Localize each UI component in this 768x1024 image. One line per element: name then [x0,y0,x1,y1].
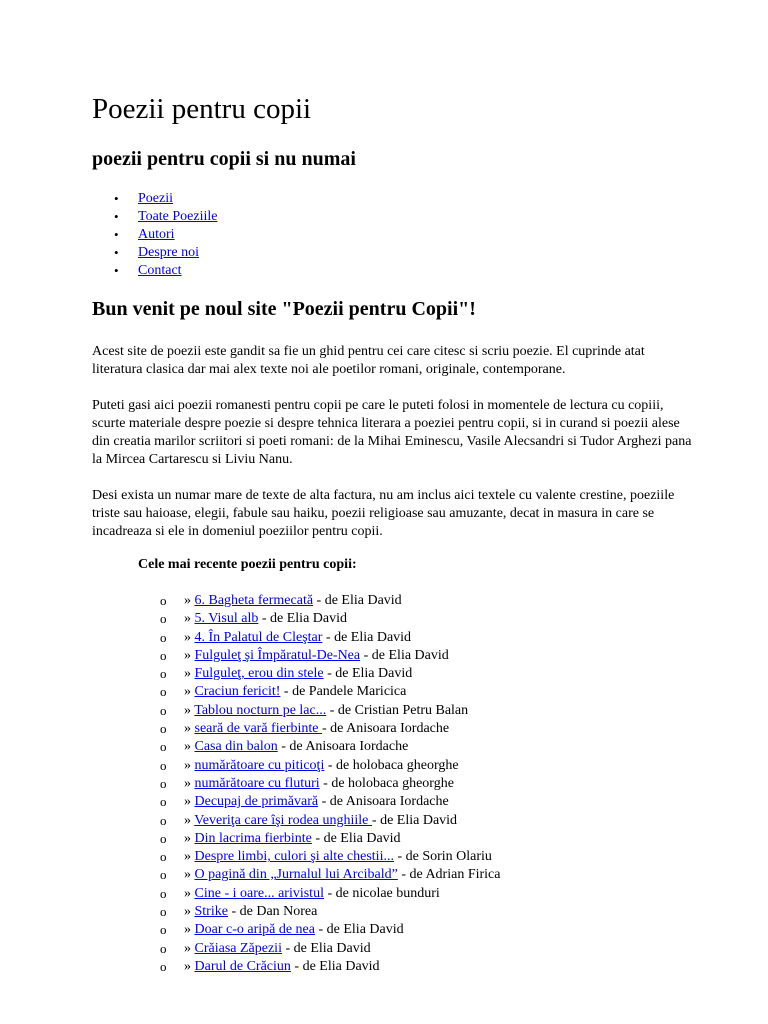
poem-author: - de Anisoara Iordache [321,721,450,737]
list-item [92,793,500,811]
bullet-icon: • [114,209,119,224]
nav-link-poezii[interactable]: Poezii [138,191,173,206]
circle-bullet-icon: o [160,812,167,828]
list-item [92,720,500,738]
list-item-prefix: » [184,794,195,810]
intro-paragraph: Desi exista un numar mare de texte de alta factura, nu am inclus aici textele cu valente crestine, poeziile triste sau haioase, elegii, fabule sau haiku, poezii religioase sau amuzante, decat in masura in care se incadreaza si ele in domeniul poeziilor pentru copii. [92,488,675,539]
poem-link[interactable]: Darul de Crăciun [194,958,291,974]
poem-author: - de Elia David [322,629,412,645]
circle-bullet-icon: o [160,593,167,608]
list-item [92,830,500,848]
poem-link[interactable]: Casa din balon [194,739,278,755]
list-item-prefix: » [184,904,195,920]
list-item-prefix: » [184,647,195,663]
poem-author: - de Elia David [281,940,371,956]
bullet-icon: • [114,263,119,278]
poem-link[interactable]: Tablou nocturn pe lac... [194,702,327,718]
circle-bullet-icon: o [160,629,167,645]
poem-author: - de Pandele Maricica [280,684,407,700]
list-item-prefix: » [184,757,195,773]
list-item-prefix: » [184,702,195,718]
poem-link[interactable]: Strike [194,904,228,920]
nav-item-contact [92,262,218,280]
nav-link-despre-noi[interactable]: Despre noi [138,245,200,260]
poem-link[interactable]: Fulguleţ, erou din stele [194,666,324,682]
circle-bullet-icon: o [160,647,167,663]
circle-bullet-icon: o [160,721,167,737]
circle-bullet-icon: o [160,684,167,700]
list-item [92,757,500,775]
list-item-prefix: » [184,958,195,974]
poem-link[interactable]: Crăiasa Zăpezii [194,940,282,956]
poem-author: - de holobaca gheorghe [324,757,459,773]
poem-author: - de Adrian Firica [397,867,501,883]
circle-bullet-icon: o [160,757,167,773]
list-item [92,921,500,939]
list-item-prefix: » [184,867,195,883]
poem-author: - de nicolae bunduri [323,885,440,901]
list-item [92,702,500,720]
circle-bullet-icon: o [160,739,167,755]
list-item-prefix: » [184,940,195,956]
list-item [92,665,500,683]
poem-author: - de Sorin Olariu [393,849,492,865]
poem-author: - de Elia David [258,611,347,627]
list-item [92,885,500,903]
list-item [92,812,500,830]
nav-link-contact[interactable]: Contact [138,263,182,278]
circle-bullet-icon: o [160,702,167,718]
poem-link[interactable]: Doar c-o aripă de nea [194,922,315,938]
circle-bullet-icon: o [160,611,167,627]
list-item-prefix: » [184,812,195,828]
list-item [92,647,500,665]
circle-bullet-icon: o [160,922,167,938]
nav-item-poezii [92,190,218,208]
poem-author: - de holobaca gheorghe [319,775,454,791]
list-item [92,738,500,756]
bullet-icon: • [114,245,119,260]
poem-link[interactable]: seară de vară fierbinte [194,721,322,737]
circle-bullet-icon: o [160,885,167,901]
list-item [92,610,500,628]
list-item-prefix: » [184,629,195,645]
poem-link[interactable]: 4. În Palatul de Cleştar [194,629,323,645]
poem-link[interactable]: Veveriţa care îşi rodea unghiile [194,812,372,828]
circle-bullet-icon: o [160,849,167,865]
poem-author: - de Anisoara Iordache [318,794,449,810]
nav-item-despre-noi [92,244,218,262]
main-nav [92,190,218,280]
intro-text [92,343,692,559]
list-item [92,775,500,793]
intro-paragraph: Puteti gasi aici poezii romanesti pentru copii pe care le puteti folosi in momentele de lectura cu copiii, scurte materiale despre poezie si despre tehnica literara a poeziei pentru copii, si in curand si poezii alese din creatia marilor scriitori si poeti romani: de la Mihai Eminescu, Vasile Alecsandri si Tudor Arghezi pana la Mircea Cartarescu si Liviu Nanu. [92,398,692,467]
poem-link[interactable]: 6. Bagheta fermecată [194,593,314,608]
poem-link[interactable]: numărătoare cu piticoţi [194,757,325,773]
poem-link[interactable]: 5. Visul alb [194,611,259,627]
list-item [92,683,500,701]
intro-paragraph: Acest site de poezii este gandit sa fie un ghid pentru cei care citesc si scriu poezie. El cuprinde atat literatura clasica dar mai alex texte noi ale poetilor romani, originale, contemporane. [92,344,645,377]
list-item-prefix: » [184,721,195,737]
nav-link-toate-poeziile[interactable]: Toate Poeziile [138,209,218,224]
nav-link-autori[interactable]: Autori [138,227,175,242]
list-item [92,629,500,647]
list-item-prefix: » [184,684,195,700]
poem-link[interactable]: Decupaj de primăvară [194,794,319,810]
poem-author: - de Elia David [360,647,449,663]
circle-bullet-icon: o [160,867,167,883]
poem-link[interactable]: O pagină din „Jurnalul lui Arcibald” [194,867,398,883]
poem-author: - de Dan Norea [227,904,318,920]
nav-item-autori [92,226,218,244]
poem-author: - de Elia David [313,593,402,608]
poem-author: - de Elia David [311,830,401,846]
poem-author: - de Elia David [323,666,413,682]
recent-poems-title: Cele mai recente poezii pentru copii: [138,557,357,572]
poem-author: - de Elia David [371,812,458,828]
list-item-prefix: » [184,885,195,901]
list-item [92,958,500,976]
list-item-prefix: » [184,593,195,608]
list-item-prefix: » [184,739,195,755]
list-item-prefix: » [184,922,195,938]
nav-item-toate-poeziile [92,208,218,226]
circle-bullet-icon: o [160,904,167,920]
poem-link[interactable]: Cine - i oare... arivistul [194,885,324,901]
site-tagline: poezii pentru copii si nu numai [92,148,356,170]
bullet-icon: • [114,227,119,242]
welcome-heading: Bun venit pe noul site "Poezii pentru Copii"! [92,298,476,320]
poem-author: - de Elia David [290,958,380,974]
poem-link[interactable]: Din lacrima fierbinte [194,830,312,846]
poem-link[interactable]: Fulguleţ şi Împăratul-De-Nea [194,647,361,663]
list-item [92,903,500,921]
list-item-prefix: » [184,611,195,627]
circle-bullet-icon: o [160,830,167,846]
circle-bullet-icon: o [160,775,167,791]
circle-bullet-icon: o [160,666,167,682]
bullet-icon: • [114,191,119,206]
list-item [92,940,500,958]
list-item-prefix: » [184,830,195,846]
list-item-prefix: » [184,849,195,865]
list-item-prefix: » [184,775,195,791]
circle-bullet-icon: o [160,940,167,956]
list-item [92,866,500,884]
poem-author: - de Cristian Petru Balan [326,702,469,718]
list-item-prefix: » [184,666,195,682]
recent-poems-list [92,592,500,976]
site-title: Poezii pentru copii [92,93,312,125]
poem-author: - de Anisoara Iordache [277,739,409,755]
circle-bullet-icon: o [160,794,167,810]
list-item [92,848,500,866]
poem-author: - de Elia David [314,922,404,938]
poem-link[interactable]: numărătoare cu fluturi [194,775,320,791]
poem-link[interactable]: Craciun fericit! [194,684,281,700]
list-item [92,592,500,610]
circle-bullet-icon: o [160,958,167,974]
poem-link[interactable]: Despre limbi, culori şi alte chestii... [194,849,394,865]
